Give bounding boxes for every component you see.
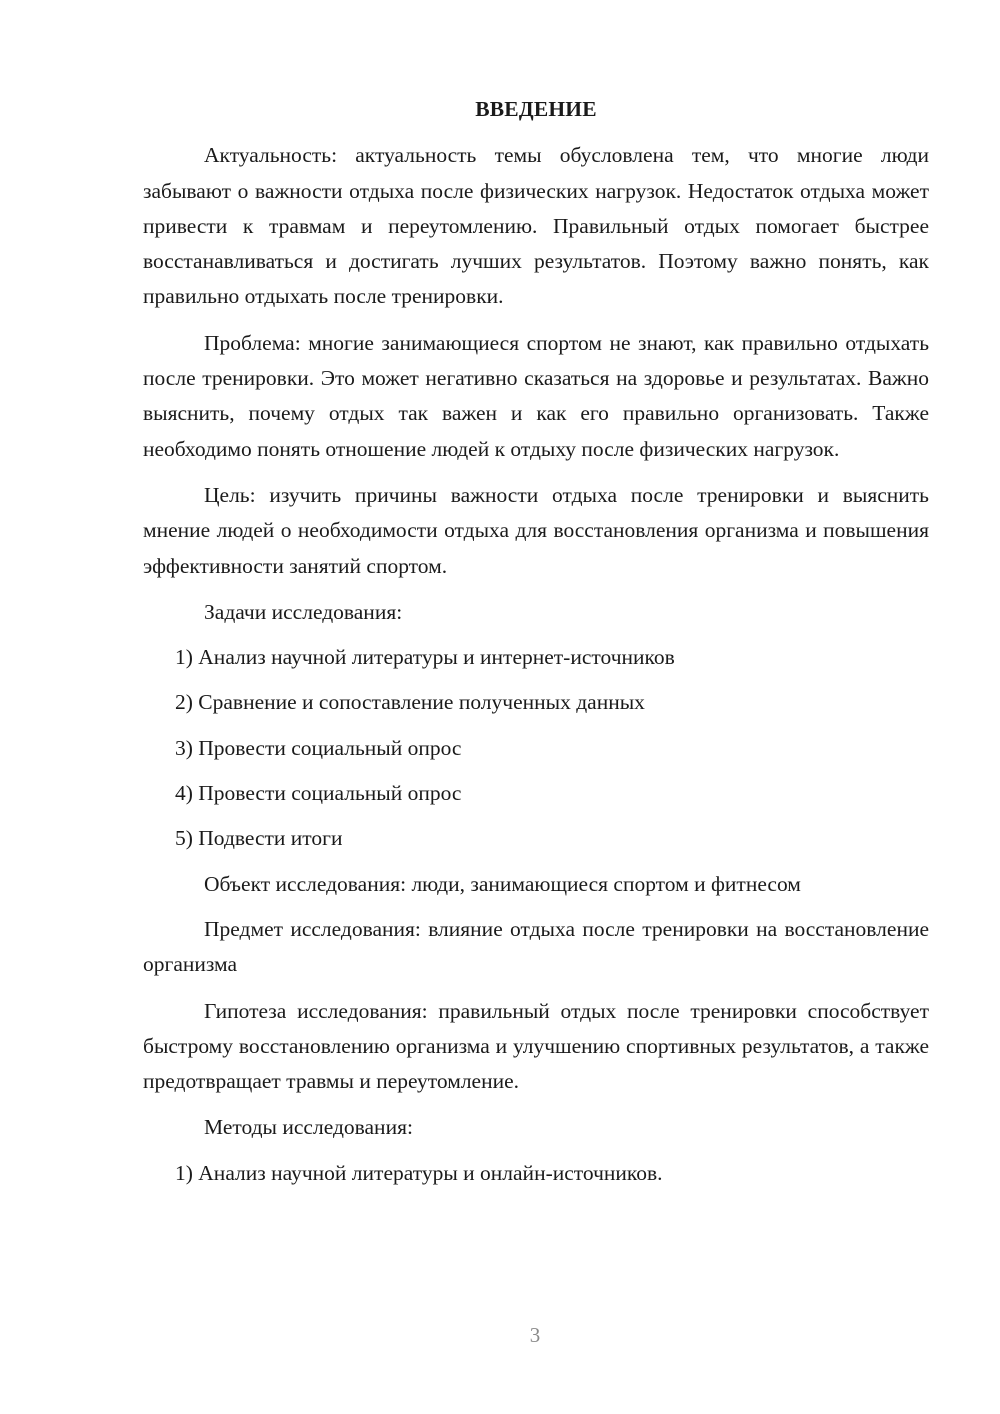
goal-paragraph: Цель: изучить причины важности отдыха после тренировки и выяснить мнение людей о необходимости отдыха для восстановления организма и повышения эффективности занятий спортом. — [143, 482, 929, 578]
subject-paragraph: Предмет исследования: влияние отдыха после тренировки на восстановление организма — [143, 916, 929, 977]
task-item-3: 3) Провести социальный опрос — [175, 735, 462, 760]
tasks-heading: Задачи исследования: — [204, 599, 403, 624]
methods-list — [143, 1156, 929, 1191]
tasks-list — [143, 640, 929, 856]
task-item-4: 4) Провести социальный опрос — [175, 781, 462, 806]
page-title: ВВЕДЕНИЕ — [475, 97, 597, 121]
methods-heading: Методы исследования: — [204, 1115, 413, 1140]
task-item-2: 2) Сравнение и сопоставление полученных данных — [175, 690, 645, 715]
task-item-1: 1) Анализ научной литературы и интернет-источников — [175, 645, 675, 670]
task-item-5: 5) Подвести итоги — [175, 826, 343, 851]
method-item-1: 1) Анализ научной литературы и онлайн-источников. — [175, 1160, 663, 1185]
problem-paragraph: Проблема: многие занимающиеся спортом не знают, как правильно отдыхать после тренировки. Это может негативно сказаться на здоровье и результатах. Важно выяснить, почему отдых так важен и как его правильно организовать. Также необходимо понять отношение людей к отдыху после физических нагрузок. — [143, 330, 929, 461]
page-number: 3 — [529, 1323, 541, 1347]
hypothesis-paragraph: Гипотеза исследования: правильный отдых после тренировки способствует быстрому восстановлению организма и улучшению спортивных результатов, а также предотвращает травмы и переутомление. — [143, 998, 929, 1094]
object-paragraph: Объект исследования: люди, занимающиеся спортом и фитнесом — [204, 871, 801, 896]
document-page — [143, 92, 929, 1191]
relevance-paragraph: Актуальность: актуальность темы обусловлена тем, что многие люди забывают о важности отдыха после физических нагрузок. Недостаток отдыха может привести к травмам и переутомлению. Правильный отдых помогает быстрее восстанавливаться и достигать лучших результатов. Поэтому важно понять, как правильно отдыхать после тренировки. — [143, 143, 929, 309]
